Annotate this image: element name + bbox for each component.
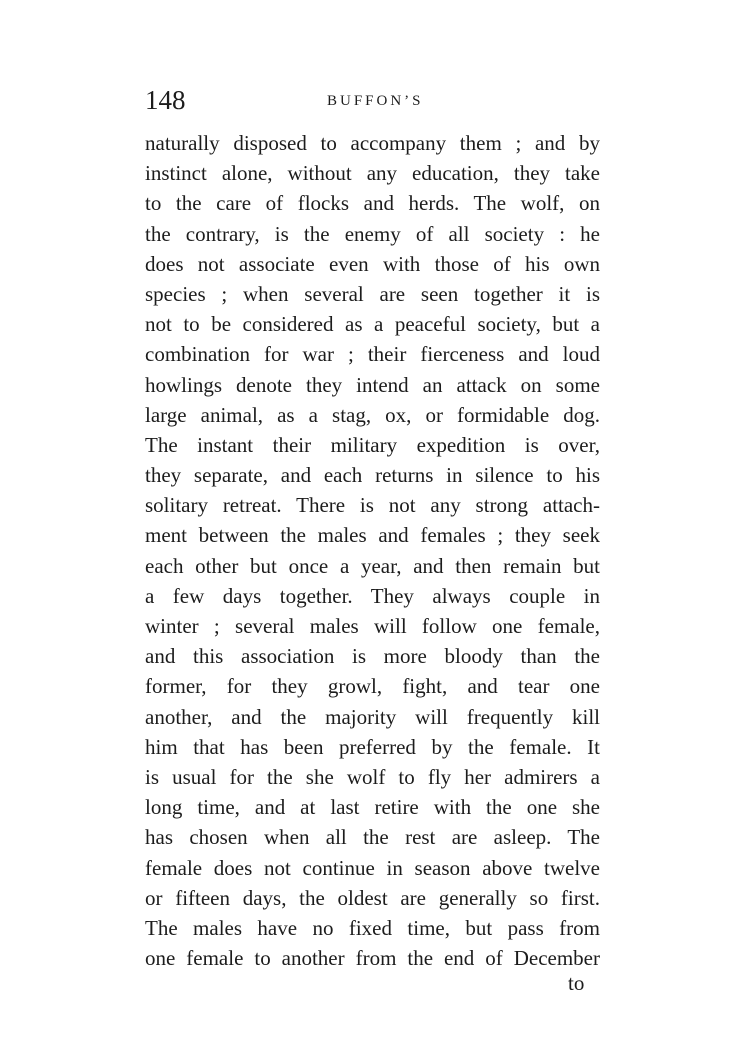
text-line: a few days together. They always couple in (145, 583, 600, 608)
text-line: instinct alone, without any education, they take (145, 161, 600, 186)
text-line: they separate, and each returns in silence to his (145, 463, 600, 488)
text-line: the contrary, is the enemy of all society : he (145, 221, 600, 246)
text-line: former, for they growl, fight, and tear one (145, 674, 600, 699)
running-head (145, 83, 605, 117)
text-line: howlings denote they intend an attack on some (145, 372, 600, 397)
text-line: not to be considered as a peaceful society, but a (145, 312, 600, 337)
text-line: is usual for the she wolf to fly her admirers a (145, 764, 600, 789)
text-line: ment between the males and females ; they seek (145, 523, 600, 548)
text-line: naturally disposed to accompany them ; and by (145, 131, 600, 155)
text-line: large animal, as a stag, ox, or formidable dog. (145, 402, 600, 427)
text-line: him that has been preferred by the female. It (145, 734, 600, 759)
page-number: 148 (145, 85, 186, 115)
catchword: to (568, 971, 585, 995)
text-line: female does not continue in season above twelve (145, 855, 600, 880)
text-line: long time, and at last retire with the one she (145, 795, 600, 820)
text-line: another, and the majority will frequently kill (145, 704, 600, 729)
text-line: has chosen when all the rest are asleep. The (145, 825, 600, 850)
text-line: to the care of flocks and herds. The wolf, on (145, 191, 600, 216)
text-line: The instant their military expedition is over, (145, 432, 600, 457)
text-line: The males have no fixed time, but pass from (145, 915, 600, 940)
text-line: does not associate even with those of his own (145, 251, 600, 276)
text-line: combination for war ; their fierceness and loud (145, 342, 600, 367)
text-line: each other but once a year, and then remain but (145, 553, 600, 578)
text-line: and this association is more bloody than the (145, 644, 600, 669)
text-line: species ; when several are seen together it is (145, 281, 600, 306)
text-line: winter ; several males will follow one female, (145, 614, 600, 638)
running-title: BUFFON’S (327, 93, 424, 109)
text-line: one female to another from the end of December (145, 946, 600, 971)
text-line: solitary retreat. There is not any strong attach- (145, 493, 600, 518)
text-line: or fifteen days, the oldest are generally so first. (145, 885, 600, 910)
body-text (145, 128, 600, 973)
